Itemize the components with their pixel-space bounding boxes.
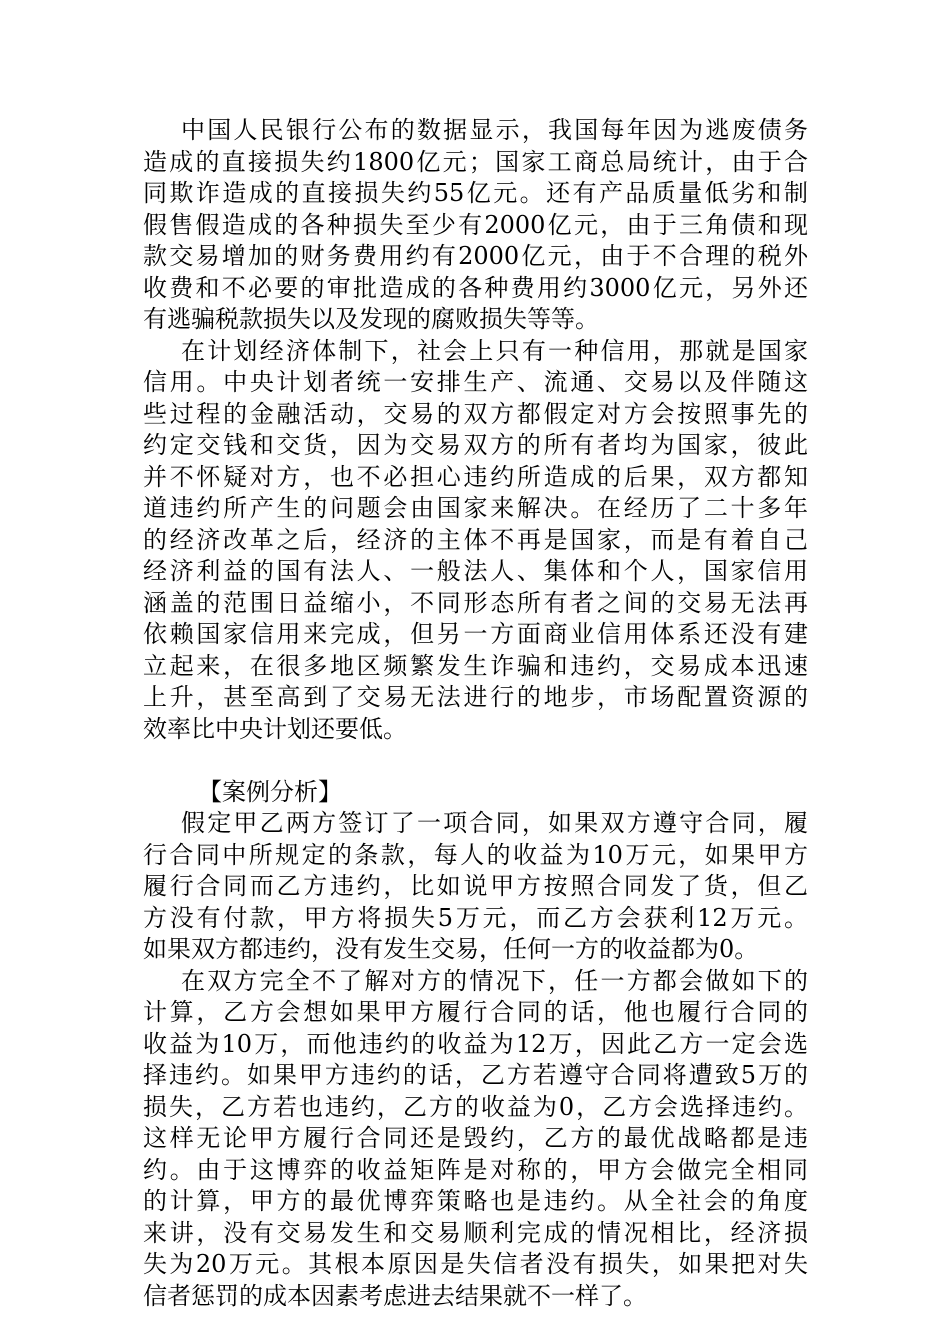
text-line: 履行合同而乙方违约，比如说甲方按照合同发了货，但乙 bbox=[143, 872, 808, 900]
paragraph-planned-economy bbox=[143, 336, 808, 746]
text-line: 同欺诈造成的直接损失约55亿元。还有产品质量低劣和制 bbox=[143, 179, 808, 207]
text-line: 立起来，在很多地区频繁发生诈骗和违约，交易成本迅速 bbox=[143, 651, 808, 680]
text-line: 些过程的金融活动，交易的双方都假定对方会按照事先的 bbox=[143, 399, 808, 428]
text-line: 上升，甚至高到了交易无法进行的地步，市场配置资源的 bbox=[143, 683, 808, 711]
text-line: 假定甲乙两方签订了一项合同，如果双方遵守合同，履 bbox=[181, 809, 808, 837]
text-line: 如果双方都违约，没有发生交易，任何一方的收益都为0。 bbox=[143, 935, 759, 963]
text-line: 道违约所产生的问题会由国家来解决。在经历了二十多年 bbox=[143, 494, 808, 522]
text-line: 假售假造成的各种损失至少有2000亿元，由于三角债和现 bbox=[143, 210, 808, 239]
paragraph-debt-losses bbox=[143, 115, 808, 336]
text-line: 在计划经济体制下，社会上只有一种信用，那就是国家 bbox=[181, 336, 808, 365]
text-line: 信用。中央计划者统一安排生产、流通、交易以及伴随这 bbox=[143, 368, 808, 396]
text-line: 依赖国家信用来完成，但另一方面商业信用体系还没有建 bbox=[143, 620, 808, 648]
text-line: 造成的直接损失约1800亿元；国家工商总局统计，由于合 bbox=[143, 147, 808, 176]
text-line: 的计算，甲方的最优博弈策略也是违约。从全社会的角度 bbox=[143, 1187, 808, 1215]
text-line: 信者惩罚的成本因素考虑进去结果就不一样了。 bbox=[143, 1281, 647, 1310]
text-line: 方没有付款，甲方将损失5万元，而乙方会获利12万元。 bbox=[143, 903, 808, 932]
paragraph-spacer bbox=[143, 745, 808, 777]
text-line: 经济利益的国有法人、一般法人、集体和个人，国家信用 bbox=[143, 557, 808, 585]
text-line: 效率比中央计划还要低。 bbox=[143, 714, 407, 743]
text-line: 在双方完全不了解对方的情况下，任一方都会做如下的 bbox=[181, 966, 808, 995]
text-line: 收费和不必要的审批造成的各种费用约3000亿元，另外还 bbox=[143, 273, 808, 302]
section-heading: 【案例分析】 bbox=[198, 777, 342, 806]
text-line: 约定交钱和交货，因为交易双方的所有者均为国家，彼此 bbox=[143, 431, 808, 459]
text-line: 有逃骗税款损失以及发现的腐败损失等等。 bbox=[143, 305, 599, 333]
document-page bbox=[143, 115, 808, 1312]
text-line: 约。由于这博弈的收益矩阵是对称的，甲方会做完全相同 bbox=[143, 1155, 808, 1184]
text-line: 行合同中所规定的条款，每人的收益为10万元，如果甲方 bbox=[143, 840, 808, 869]
text-line: 涵盖的范围日益缩小，不同形态所有者之间的交易无法再 bbox=[143, 588, 808, 617]
text-line: 损失，乙方若也违约，乙方的收益为0，乙方会选择违约。 bbox=[143, 1092, 808, 1121]
text-line: 择违约。如果甲方违约的话，乙方若遵守合同将遭致5万的 bbox=[143, 1061, 808, 1089]
text-line: 来讲，没有交易发生和交易顺利完成的情况相比，经济损 bbox=[143, 1218, 808, 1247]
text-line: 中国人民银行公布的数据显示，我国每年因为逃废债务 bbox=[181, 116, 808, 144]
text-line: 的经济改革之后，经济的主体不再是国家，而是有着自己 bbox=[143, 525, 808, 554]
text-line: 这样无论甲方履行合同还是毁约，乙方的最优战略都是违 bbox=[143, 1124, 808, 1152]
paragraph-case-setup bbox=[143, 808, 808, 966]
text-line: 款交易增加的财务费用约有2000亿元，由于不合理的税外 bbox=[143, 242, 808, 270]
text-line: 失为20万元。其根本原因是失信者没有损失，如果把对失 bbox=[143, 1250, 808, 1278]
text-line: 计算，乙方会想如果甲方履行合同的话，他也履行合同的 bbox=[143, 998, 808, 1026]
text-line: 收益为10万，而他违约的收益为12万，因此乙方一定会选 bbox=[143, 1029, 808, 1058]
text-line: 并不怀疑对方，也不必担心违约所造成的后果，双方都知 bbox=[143, 462, 808, 491]
paragraph-case-analysis bbox=[143, 966, 808, 1313]
